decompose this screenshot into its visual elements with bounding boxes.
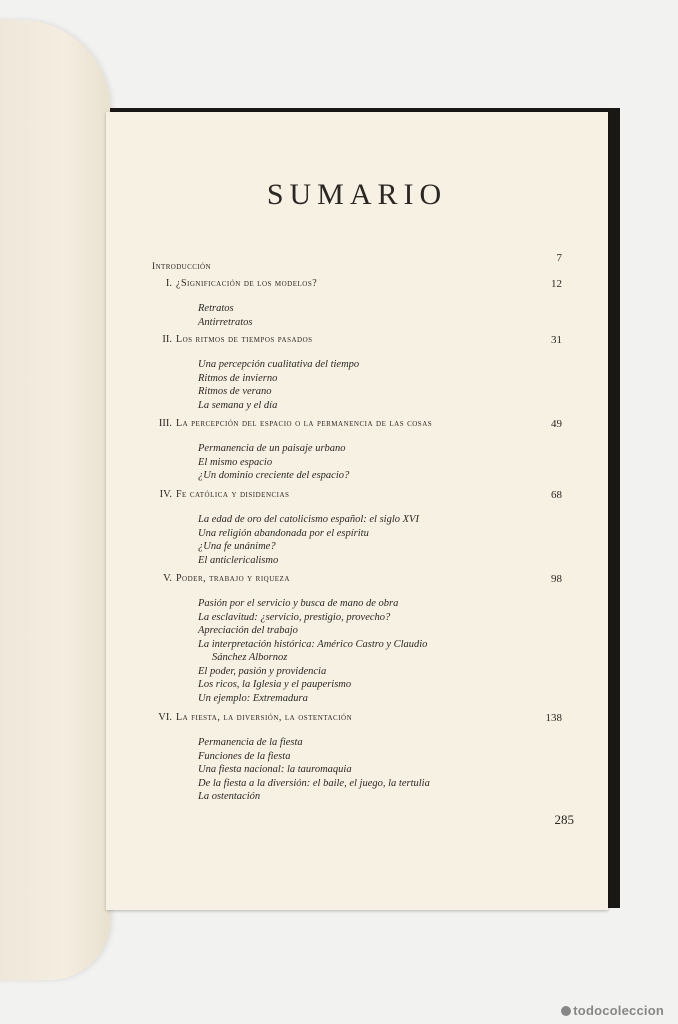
section-title: El mismo espacio bbox=[198, 456, 273, 468]
toc-chapter bbox=[152, 418, 562, 483]
section-title: Retratos bbox=[198, 303, 234, 314]
watermark bbox=[561, 1003, 664, 1018]
section-title: De la fiesta a la diversión: el baile, el juego, la tertulia bbox=[198, 777, 430, 789]
toc-chapter bbox=[152, 712, 562, 804]
section-title: Permanencia de un paisaje urbano bbox=[198, 443, 346, 454]
section-title: El poder, pasión y providencia bbox=[198, 665, 327, 677]
chapter-title: Poder, trabajo y riqueza bbox=[176, 573, 290, 584]
section-title: Una percepción cualitativa del tiempo bbox=[198, 359, 360, 370]
section-title: Pasión por el servicio y busca de mano de obra bbox=[198, 598, 399, 609]
section-title: Antirretratos bbox=[198, 316, 253, 328]
section-title: La edad de oro del catolicismo español: el siglo XVI bbox=[198, 514, 419, 525]
chapter-page: 68 bbox=[551, 489, 562, 501]
watermark-text: todocoleccion bbox=[573, 1003, 664, 1018]
section-title: Sánchez Albornoz bbox=[212, 652, 288, 663]
section-title: Apreciación del trabajo bbox=[198, 625, 298, 636]
section-title: Permanencia de la fiesta bbox=[198, 737, 303, 748]
section-title: ¿Una fe unánime? bbox=[198, 541, 276, 552]
chapter-title: La percepción del espacio o la permanencia de las cosas bbox=[176, 418, 433, 429]
section-title: Ritmos de invierno bbox=[198, 372, 278, 384]
introduction-page: 7 bbox=[556, 252, 562, 264]
section-title: El anticlericalismo bbox=[198, 554, 279, 566]
book-page bbox=[106, 112, 608, 910]
introduction-label: Introducción bbox=[152, 262, 211, 272]
watermark-logo-icon bbox=[561, 1006, 571, 1016]
chapter-page: 49 bbox=[551, 418, 562, 430]
page-title: SUMARIO bbox=[266, 178, 448, 211]
section-title: La interpretación histórica: Américo Castro y Claudio bbox=[198, 638, 428, 650]
toc-chapter bbox=[152, 278, 562, 329]
chapter-number: III. bbox=[158, 418, 172, 429]
section-title: La esclavitud: ¿servicio, prestigio, provecho? bbox=[198, 611, 391, 623]
chapter-title: Los ritmos de tiempos pasados bbox=[176, 334, 313, 345]
chapter-title: La fiesta, la diversión, la ostentación bbox=[176, 712, 353, 723]
page-number: 285 bbox=[554, 812, 574, 827]
toc-chapter bbox=[152, 573, 562, 705]
section-title: La semana y el día bbox=[198, 399, 278, 411]
chapter-page: 98 bbox=[551, 573, 562, 585]
chapter-page: 138 bbox=[545, 712, 562, 724]
section-title: Los ricos, la Iglesia y el pauperismo bbox=[198, 679, 352, 690]
left-page bbox=[0, 20, 110, 980]
toc-chapter bbox=[152, 334, 562, 412]
chapter-number: V. bbox=[163, 573, 172, 584]
chapter-number: IV. bbox=[159, 489, 172, 500]
section-title: Una fiesta nacional: la tauromaquia bbox=[198, 764, 352, 775]
section-title: Funciones de la fiesta bbox=[198, 750, 291, 762]
toc-chapter bbox=[152, 489, 562, 567]
chapter-number: II. bbox=[162, 334, 172, 345]
chapter-number: I. bbox=[165, 278, 172, 289]
section-title: ¿Un dominio creciente del espacio? bbox=[198, 470, 350, 481]
section-title: Una religión abandonada por el espíritu bbox=[198, 527, 369, 539]
section-title: La ostentación bbox=[198, 791, 261, 802]
chapter-page: 31 bbox=[551, 334, 562, 346]
chapter-number: VI. bbox=[158, 712, 172, 723]
section-title: Ritmos de verano bbox=[198, 386, 272, 397]
section-title: Un ejemplo: Extremadura bbox=[198, 692, 308, 704]
chapter-page: 12 bbox=[551, 278, 562, 290]
toc-introduction bbox=[152, 252, 562, 280]
chapter-title: Fe católica y disidencias bbox=[176, 489, 290, 500]
chapter-title: ¿Significación de los modelos? bbox=[176, 278, 318, 289]
